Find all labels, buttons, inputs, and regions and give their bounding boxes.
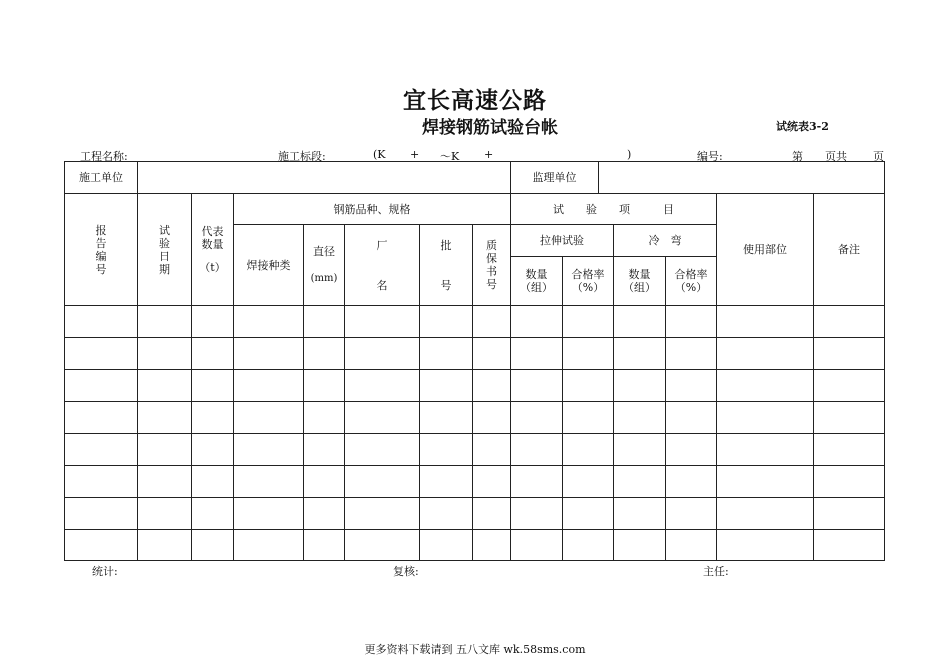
- header-bend-pass-rate: 合格率 （%）: [674, 268, 708, 294]
- page-total: 页共: [825, 150, 847, 163]
- header-bend-qty: 数量 （组）: [623, 268, 656, 294]
- footer-review-label: 复核:: [393, 565, 419, 578]
- footer-stat-label: 统计:: [92, 565, 118, 578]
- construction-unit-label: 施工单位: [79, 171, 123, 184]
- header-tensile: 拉伸试验: [540, 234, 584, 247]
- document-title: 宜长高速公路: [403, 87, 547, 114]
- serial-label: 编号:: [697, 150, 723, 163]
- header-steel-spec: 钢筋品种、规格: [333, 202, 411, 216]
- header-weld-type: 焊接种类: [246, 258, 291, 272]
- download-notice: 更多资料下载请到 五八文库 wk.58sms.com: [364, 643, 586, 656]
- header-cert-no: 质保书号: [486, 239, 497, 291]
- header-batch: 批 号: [440, 238, 452, 292]
- section-label: 施工标段:: [278, 150, 326, 163]
- header-usage: 使用部位: [743, 243, 787, 256]
- footer-director-label: 主任:: [703, 565, 729, 578]
- header-diameter: 直径 (mm): [310, 245, 338, 284]
- plus-sign: +: [484, 148, 494, 161]
- project-name-label: 工程名称:: [80, 150, 128, 163]
- close-paren: ): [627, 148, 632, 161]
- k-start: (K: [373, 148, 386, 161]
- supervision-unit-label: 监理单位: [532, 171, 577, 184]
- header-tensile-qty: 数量 （组）: [520, 268, 553, 294]
- document-subtitle: 焊接钢筋试验台帐: [422, 118, 558, 138]
- header-report-no: 报告编号: [95, 223, 107, 276]
- header-test-items: 试 验 项 目: [553, 202, 674, 216]
- header-remark: 备注: [838, 243, 860, 256]
- header-rep-qty: 代表数量 （t）: [199, 225, 226, 274]
- header-cold-bend: 冷 弯: [648, 234, 682, 247]
- header-tensile-pass-rate: 合格率 （%）: [571, 268, 605, 294]
- k-end: ～K: [440, 150, 460, 163]
- plus-sign: +: [410, 148, 420, 161]
- form-number: 试统表3-2: [776, 120, 829, 133]
- page-di: 第: [792, 150, 803, 163]
- header-test-date: 试验日期: [159, 223, 170, 276]
- page-ye: 页: [873, 150, 884, 163]
- header-maker: 厂 名: [376, 238, 388, 292]
